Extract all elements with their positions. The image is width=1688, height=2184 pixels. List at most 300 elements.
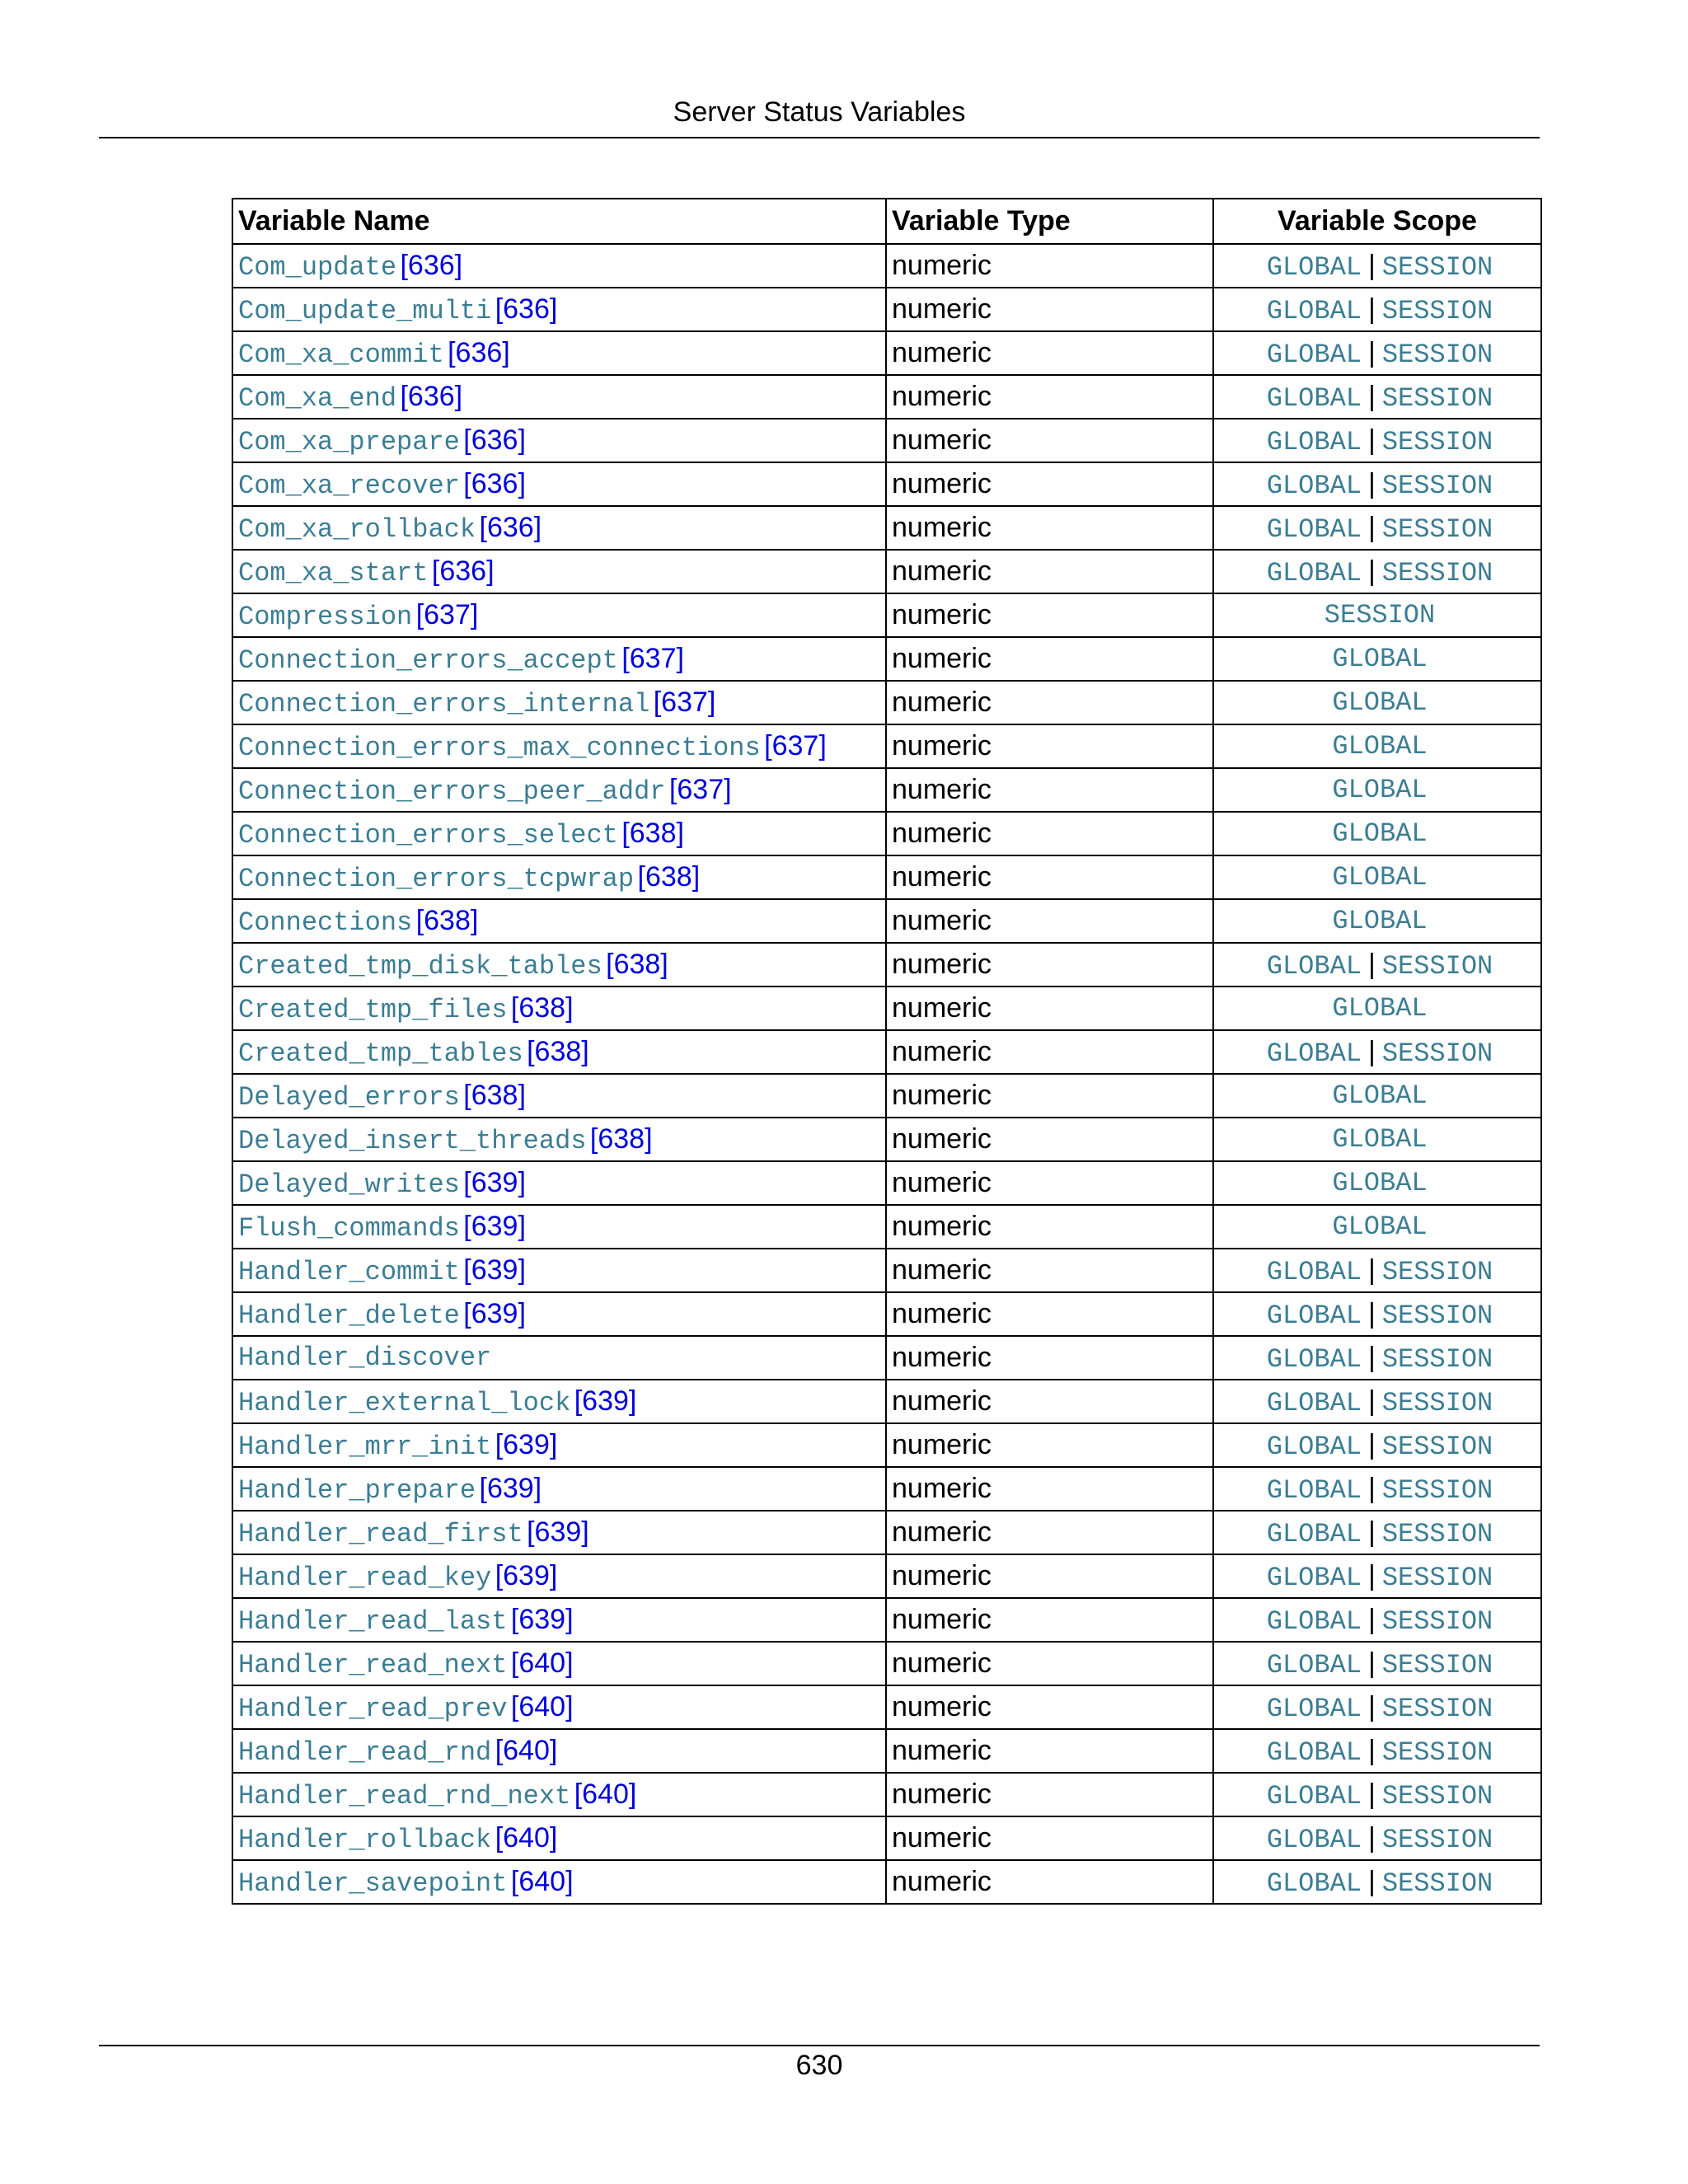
variable-type-cell: numeric [886,899,1213,943]
scope-value: GLOBAL [1266,1518,1362,1549]
variable-name-cell [232,1030,886,1074]
scope-value: SESSION [1381,1387,1493,1418]
page-reference-link[interactable]: [640] [495,1734,558,1766]
variable-name-cell [232,331,886,375]
status-variables-table [232,198,1542,1905]
scope-value: GLOBAL [1266,1300,1362,1331]
variable-scope-cell [1213,855,1541,899]
variable-scope-cell [1213,1642,1541,1685]
table-row [232,331,1541,375]
variable-scope-cell [1213,1380,1541,1423]
variable-type-cell: numeric [886,724,1213,768]
variable-name-cell [232,1511,886,1554]
scope-value: GLOBAL [1266,557,1362,588]
variable-scope-cell [1213,1205,1541,1249]
table-row [232,1729,1541,1773]
variable-scope-cell [1213,1554,1541,1598]
scope-separator: | [1367,1254,1376,1286]
variable-type-cell: numeric [886,1205,1213,1249]
variable-scope-cell [1213,1598,1541,1642]
scope-separator: | [1367,293,1376,325]
scope-value: SESSION [1381,513,1493,545]
variable-name-cell [232,1336,886,1380]
variable-scope-cell [1213,593,1541,637]
variable-name-link[interactable]: Handler_read_prev [238,1693,508,1724]
table-row [232,1511,1541,1554]
variable-name-link[interactable]: Delayed_writes [238,1169,460,1200]
variable-name-link[interactable]: Connection_errors_internal [238,688,650,719]
scope-value: GLOBAL [1332,1080,1428,1111]
variable-type-cell: numeric [886,288,1213,331]
scope-value: GLOBAL [1266,339,1362,370]
table-row [232,550,1541,593]
variable-scope-cell [1213,1816,1541,1860]
table-row [232,288,1541,331]
page-reference-link[interactable]: [640] [510,1865,574,1897]
scope-value: SESSION [1381,1343,1493,1375]
page-reference-link[interactable]: [639] [574,1385,637,1417]
variable-type-cell: numeric [886,550,1213,593]
scope-value: GLOBAL [1266,1562,1362,1593]
variable-name-link[interactable]: Created_tmp_disk_tables [238,950,603,982]
variable-name-link[interactable]: Handler_delete [238,1300,460,1331]
variable-name-cell [232,812,886,855]
scope-value: SESSION [1381,1474,1493,1506]
page-reference-link[interactable]: [637] [653,686,716,718]
variable-scope-cell [1213,288,1541,331]
scope-separator: | [1367,424,1376,456]
scope-value: SESSION [1381,950,1493,982]
variable-name-link[interactable]: Connection_errors_tcpwrap [238,863,635,894]
variable-scope-cell [1213,1030,1541,1074]
variable-scope-cell [1213,550,1541,593]
variable-name-link[interactable]: Handler_read_next [238,1649,508,1680]
variable-type-cell: numeric [886,375,1213,419]
variable-name-link[interactable]: Com_xa_commit [238,339,444,370]
scope-separator: | [1367,1341,1376,1373]
scope-value: SESSION [1381,426,1493,457]
scope-value: SESSION [1381,1824,1493,1855]
variable-name-link[interactable]: Handler_rollback [238,1824,492,1855]
variable-name-link[interactable]: Handler_read_last [238,1605,508,1637]
scope-value: GLOBAL [1266,382,1362,414]
variable-type-cell: numeric [886,1118,1213,1161]
scope-value: GLOBAL [1332,687,1428,718]
variable-name-cell [232,1249,886,1292]
variable-type-cell: numeric [886,1467,1213,1511]
page-reference-link[interactable]: [639] [527,1516,589,1548]
variable-scope-cell [1213,506,1541,550]
variable-name-cell [232,1161,886,1205]
variable-name-link[interactable]: Created_tmp_tables [238,1038,523,1069]
table-row [232,1773,1541,1816]
scope-value: SESSION [1381,1649,1493,1680]
variable-type-cell: numeric [886,987,1213,1030]
table-row [232,1030,1541,1074]
variable-name-link[interactable]: Handler_read_rnd [238,1736,492,1768]
variable-type-cell: numeric [886,1511,1213,1554]
variable-name-cell [232,1423,886,1467]
table-row [232,1467,1541,1511]
table-row [232,1205,1541,1249]
page-reference-link[interactable]: [639] [463,1297,526,1329]
page-reference-link[interactable]: [636] [400,249,463,281]
variable-type-cell: numeric [886,1336,1213,1380]
variable-name-cell [232,1074,886,1118]
variable-name-cell [232,1642,886,1685]
page-number: 630 [795,2050,843,2081]
variable-scope-cell [1213,1511,1541,1554]
scope-value: GLOBAL [1266,470,1362,501]
variable-type-cell: numeric [886,1598,1213,1642]
page-reference-link[interactable]: [640] [574,1778,637,1810]
page-reference-link[interactable]: [636] [479,511,542,543]
variable-name-cell [232,375,886,419]
scope-separator: | [1367,1865,1376,1897]
table-body [232,244,1541,1904]
scope-value: GLOBAL [1266,1256,1362,1287]
scope-separator: | [1367,1035,1376,1067]
variable-name-link[interactable]: Connection_errors_peer_addr [238,776,666,807]
variable-scope-cell [1213,1074,1541,1118]
scope-value: GLOBAL [1266,426,1362,457]
variable-name-link[interactable]: Handler_external_lock [238,1387,571,1418]
variable-name-cell [232,506,886,550]
variable-name-link[interactable]: Handler_read_key [238,1562,492,1593]
scope-separator: | [1367,1778,1376,1810]
variable-name-cell [232,943,886,987]
page-reference-link[interactable]: [639] [510,1603,574,1635]
table-row [232,1161,1541,1205]
scope-separator: | [1367,1821,1376,1854]
variable-type-cell: numeric [886,462,1213,506]
variable-name-link[interactable]: Compression [238,601,413,632]
variable-type-cell: numeric [886,768,1213,812]
scope-value: GLOBAL [1266,1824,1362,1855]
scope-separator: | [1367,336,1376,368]
page-reference-link[interactable]: [640] [510,1690,574,1722]
page-reference-link[interactable]: [640] [510,1647,574,1679]
scope-value: SESSION [1381,470,1493,501]
variable-name-cell [232,768,886,812]
table-row [232,1685,1541,1729]
page-reference-link[interactable]: [637] [621,642,684,674]
table-row [232,637,1541,681]
variable-name-link[interactable]: Handler_prepare [238,1474,476,1506]
scope-value: GLOBAL [1266,1868,1362,1899]
table-row [232,1118,1541,1161]
scope-separator: | [1367,948,1376,980]
scope-value: GLOBAL [1266,1780,1362,1811]
variable-type-cell: numeric [886,1030,1213,1074]
footer-divider [99,2045,1540,2046]
scope-separator: | [1367,249,1376,281]
variable-name-cell [232,1860,886,1904]
scope-value: GLOBAL [1332,775,1428,805]
page-reference-link[interactable]: [639] [495,1559,558,1591]
scope-separator: | [1367,1428,1376,1460]
variable-name-cell [232,1773,886,1816]
page-reference-link[interactable]: [638] [463,1079,526,1111]
scope-value: SESSION [1381,295,1493,326]
variable-name-cell [232,1685,886,1729]
page-reference-link[interactable]: [639] [463,1210,526,1242]
column-header-variable-scope: Variable Scope [1213,199,1541,244]
table-row [232,1860,1541,1904]
variable-name-cell [232,462,886,506]
table-row [232,1642,1541,1685]
variable-type-cell: numeric [886,506,1213,550]
variable-type-cell: numeric [886,681,1213,724]
variable-name-link[interactable]: Handler_read_first [238,1518,523,1549]
table-row [232,1816,1541,1860]
variable-name-link[interactable]: Handler_mrr_init [238,1431,492,1462]
table-row [232,1336,1541,1380]
page-reference-link[interactable]: [638] [415,904,479,936]
scope-value: GLOBAL [1332,731,1428,762]
variable-scope-cell [1213,987,1541,1030]
variable-name-link[interactable]: Com_xa_start [238,557,429,588]
page-reference-link[interactable]: [638] [510,991,574,1024]
variable-name-cell [232,419,886,462]
page-header: Server Status Variables [673,96,966,128]
variable-name-link[interactable]: Handler_commit [238,1256,460,1287]
column-header-variable-type: Variable Type [886,199,1213,244]
scope-separator: | [1367,467,1376,499]
scope-value: SESSION [1381,1780,1493,1811]
scope-value: GLOBAL [1332,993,1428,1024]
variable-name-cell [232,1729,886,1773]
table-row [232,681,1541,724]
variable-name-link[interactable]: Delayed_errors [238,1081,460,1113]
variable-scope-cell [1213,1773,1541,1816]
variable-name-cell [232,899,886,943]
variable-name-cell [232,1554,886,1598]
variable-name-cell [232,550,886,593]
variable-name-cell [232,681,886,724]
variable-name-cell [232,724,886,768]
scope-value: SESSION [1381,1431,1493,1462]
variable-scope-cell [1213,1729,1541,1773]
table-row [232,506,1541,550]
table-row [232,987,1541,1030]
variable-name-cell [232,244,886,288]
header-divider [99,137,1540,138]
table-row [232,943,1541,987]
scope-value: GLOBAL [1332,906,1428,936]
scope-separator: | [1367,1297,1376,1329]
variable-type-cell: numeric [886,1816,1213,1860]
variable-type-cell: numeric [886,943,1213,987]
variable-type-cell: numeric [886,1554,1213,1598]
variable-name-link[interactable]: Com_update_multi [238,295,492,326]
variable-scope-cell [1213,943,1541,987]
scope-value: SESSION [1381,1736,1493,1768]
variable-scope-cell [1213,244,1541,288]
table-row [232,375,1541,419]
variable-type-cell: numeric [886,1249,1213,1292]
scope-separator: | [1367,1516,1376,1548]
scope-value: SESSION [1381,557,1493,588]
page-reference-link[interactable]: [639] [463,1166,526,1198]
variable-name-cell [232,637,886,681]
page-reference-link[interactable]: [638] [527,1035,589,1067]
scope-value: GLOBAL [1332,644,1428,674]
scope-value: GLOBAL [1266,1038,1362,1069]
variable-scope-cell [1213,681,1541,724]
column-header-variable-name: Variable Name [232,199,886,244]
scope-separator: | [1367,1603,1376,1635]
variable-name-link[interactable]: Connection_errors_accept [238,644,618,676]
page-reference-link[interactable]: [636] [431,555,495,587]
variable-name-cell [232,1118,886,1161]
variable-scope-cell [1213,1118,1541,1161]
variable-scope-cell [1213,1161,1541,1205]
scope-value: GLOBAL [1266,1387,1362,1418]
scope-value: GLOBAL [1266,1649,1362,1680]
variable-scope-cell [1213,724,1541,768]
scope-value: GLOBAL [1266,1736,1362,1768]
scope-value: SESSION [1381,1518,1493,1549]
variable-name-cell [232,1598,886,1642]
scope-value: SESSION [1381,1693,1493,1724]
page-reference-link[interactable]: [638] [589,1122,653,1155]
scope-value: SESSION [1381,339,1493,370]
scope-separator: | [1367,1559,1376,1591]
table-row [232,244,1541,288]
page-reference-link[interactable]: [638] [637,860,701,893]
variable-type-cell: numeric [886,1773,1213,1816]
variable-scope-cell [1213,768,1541,812]
variable-name-link[interactable]: Created_tmp_files [238,994,508,1025]
variable-scope-cell [1213,462,1541,506]
scope-value: SESSION [1381,382,1493,414]
variable-type-cell: numeric [886,812,1213,855]
variable-type-cell: numeric [886,1292,1213,1336]
scope-value: SESSION [1381,1868,1493,1899]
scope-separator: | [1367,555,1376,587]
variable-name-cell [232,1467,886,1511]
variable-name-cell [232,1380,886,1423]
page-reference-link[interactable]: [639] [479,1472,542,1504]
scope-value: GLOBAL [1332,1124,1428,1155]
variable-name-link[interactable]: Handler_savepoint [238,1868,508,1899]
variable-name-link[interactable]: Com_xa_recover [238,470,460,501]
table-row [232,899,1541,943]
variable-name-link[interactable]: Connections [238,907,413,938]
table-row [232,593,1541,637]
table-row [232,1423,1541,1467]
page-reference-link[interactable]: [636] [448,336,510,368]
variable-name-link[interactable]: Handler_discover [238,1343,492,1373]
table-row [232,855,1541,899]
variable-scope-cell [1213,1860,1541,1904]
variable-name-link[interactable]: Com_xa_prepare [238,426,460,457]
page-reference-link[interactable]: [638] [621,817,684,849]
page-reference-link[interactable]: [636] [463,467,526,499]
variable-type-cell: numeric [886,855,1213,899]
scope-separator: | [1367,380,1376,412]
scope-separator: | [1367,1647,1376,1679]
table-row [232,812,1541,855]
variable-scope-cell [1213,419,1541,462]
page-reference-link[interactable]: [636] [463,424,526,456]
table-row [232,1074,1541,1118]
variable-name-link[interactable]: Com_xa_rollback [238,513,476,545]
table-row [232,1249,1541,1292]
variable-scope-cell [1213,899,1541,943]
scope-value: SESSION [1381,1038,1493,1069]
variable-name-link[interactable]: Handler_read_rnd_next [238,1780,571,1811]
page-reference-link[interactable]: [640] [495,1821,558,1854]
variable-type-cell: numeric [886,1685,1213,1729]
table-row [232,1292,1541,1336]
page-reference-link[interactable]: [639] [495,1428,558,1460]
scope-separator: | [1367,1472,1376,1504]
variable-scope-cell [1213,1292,1541,1336]
scope-separator: | [1367,1385,1376,1417]
variable-scope-cell [1213,1467,1541,1511]
scope-value: SESSION [1381,251,1493,283]
page-reference-link[interactable]: [636] [495,293,558,325]
variable-name-link[interactable]: Flush_commands [238,1212,460,1244]
variable-name-link[interactable]: Delayed_insert_threads [238,1125,587,1156]
scope-value: GLOBAL [1332,1212,1428,1242]
scope-value: GLOBAL [1266,1343,1362,1375]
variable-name-link[interactable]: Connection_errors_max_connections [238,732,761,763]
page-reference-link[interactable]: [638] [606,948,668,980]
variable-name-cell [232,855,886,899]
scope-value: GLOBAL [1266,1474,1362,1506]
variable-type-cell: numeric [886,244,1213,288]
variable-scope-cell [1213,1685,1541,1729]
scope-separator: | [1367,511,1376,543]
variable-type-cell: numeric [886,637,1213,681]
variable-name-cell [232,987,886,1030]
variable-type-cell: numeric [886,1380,1213,1423]
scope-value: GLOBAL [1332,1168,1428,1198]
page-reference-link[interactable]: [637] [415,598,479,630]
variable-scope-cell [1213,637,1541,681]
table-row [232,724,1541,768]
variable-scope-cell [1213,1423,1541,1467]
variable-name-link[interactable]: Com_update [238,251,397,283]
scope-value: GLOBAL [1266,251,1362,283]
page-reference-link[interactable]: [636] [400,380,463,412]
scope-value: SESSION [1381,1300,1493,1331]
variable-type-cell: numeric [886,1860,1213,1904]
table-row [232,1554,1541,1598]
variable-scope-cell [1213,375,1541,419]
table-row [232,1598,1541,1642]
variable-type-cell: numeric [886,419,1213,462]
page-reference-link[interactable]: [639] [463,1254,526,1286]
variable-name-link[interactable]: Com_xa_end [238,382,397,414]
variable-name-link[interactable]: Connection_errors_select [238,819,618,851]
scope-value: GLOBAL [1266,1431,1362,1462]
scope-value: SESSION [1381,1605,1493,1637]
variable-type-cell: numeric [886,1423,1213,1467]
scope-separator: | [1367,1690,1376,1722]
page-reference-link[interactable]: [637] [764,729,827,762]
scope-separator: | [1367,1734,1376,1766]
scope-value: GLOBAL [1266,1605,1362,1637]
table-row [232,768,1541,812]
scope-value: SESSION [1381,1562,1493,1593]
table-row [232,419,1541,462]
scope-value: GLOBAL [1332,818,1428,849]
page-reference-link[interactable]: [637] [668,773,732,805]
